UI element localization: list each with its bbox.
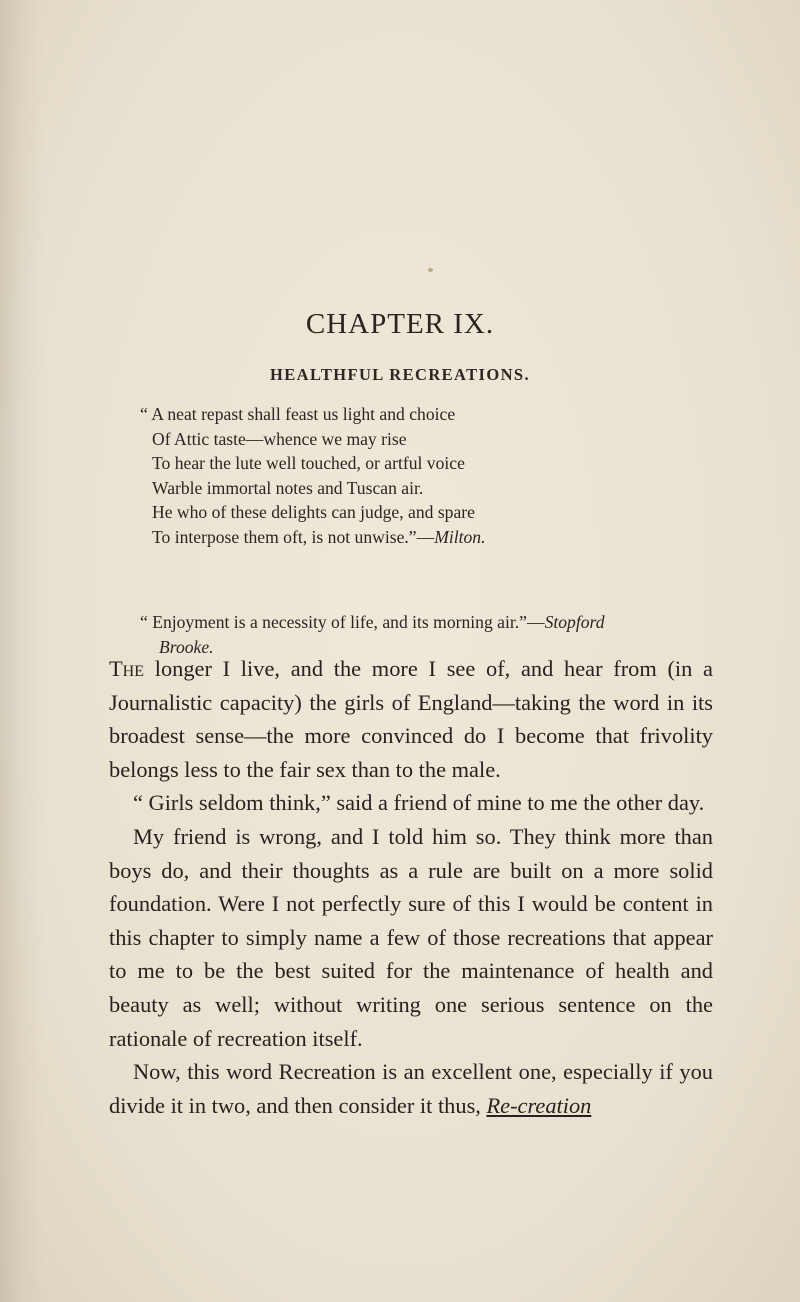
quote-author-first: Stopford [544, 612, 605, 632]
poem-line: To hear the lute well touched, or artful voice [152, 453, 465, 474]
emphasized-word: Re-creation [486, 1092, 592, 1118]
ink-speck [428, 268, 433, 272]
poem-line: He who of these delights can judge, and spare [152, 502, 475, 523]
poem-line: Warble immortal notes and Tuscan air. [152, 477, 424, 498]
quote-text: “ Enjoyment is a necessity of life, and its morning air.”— [140, 612, 545, 632]
chapter-title: CHAPTER IX. [305, 308, 495, 340]
poem-line-text: To interpose them oft, is not unwise.”— [152, 526, 435, 547]
quote-line [140, 610, 708, 635]
paragraph-text: longer I live, and the more I see of, and hear from (in a Journalistic capacity) the girls of England—taking the word in its broadest sense—the more convinced do I become that frivolity belongs less to the fair sex than to the male. [109, 656, 713, 782]
paragraph: “ Girls seldom think,” said a friend of mine to me the other day. [133, 790, 705, 816]
paragraph-lead-word: The [109, 656, 145, 681]
paragraph-text: Now, this word Recreation is an excellent one, especially if you divide it in two, and then consider it thus, [109, 1059, 713, 1118]
poem-line: Of Attic taste—whence we may rise [152, 428, 407, 449]
paragraph: My friend is wrong, and I told him so. They think more than boys do, and their thoughts as a rule are built on a more solid foundation. Were I not perfectly sure of this I would be content in this chapter to simply name a few of those recreations that appear to me to be the best suited for the maintenance of health and beauty as well; without writing one serious sentence on the rationale of recreation itself. [109, 823, 713, 1051]
quote-author-last: Brooke. [159, 636, 214, 657]
paragraph [109, 1055, 713, 1122]
chapter-subtitle: HEALTHFUL RECREATIONS. [269, 365, 531, 384]
paragraph [109, 652, 713, 786]
chapter-body [109, 652, 713, 1122]
epigraph-milton [140, 402, 486, 550]
poem-line: “ A neat repast shall feast us light and choice [140, 404, 456, 424]
epigraph-author: Milton. [434, 526, 486, 547]
poem-line-last [152, 525, 486, 550]
